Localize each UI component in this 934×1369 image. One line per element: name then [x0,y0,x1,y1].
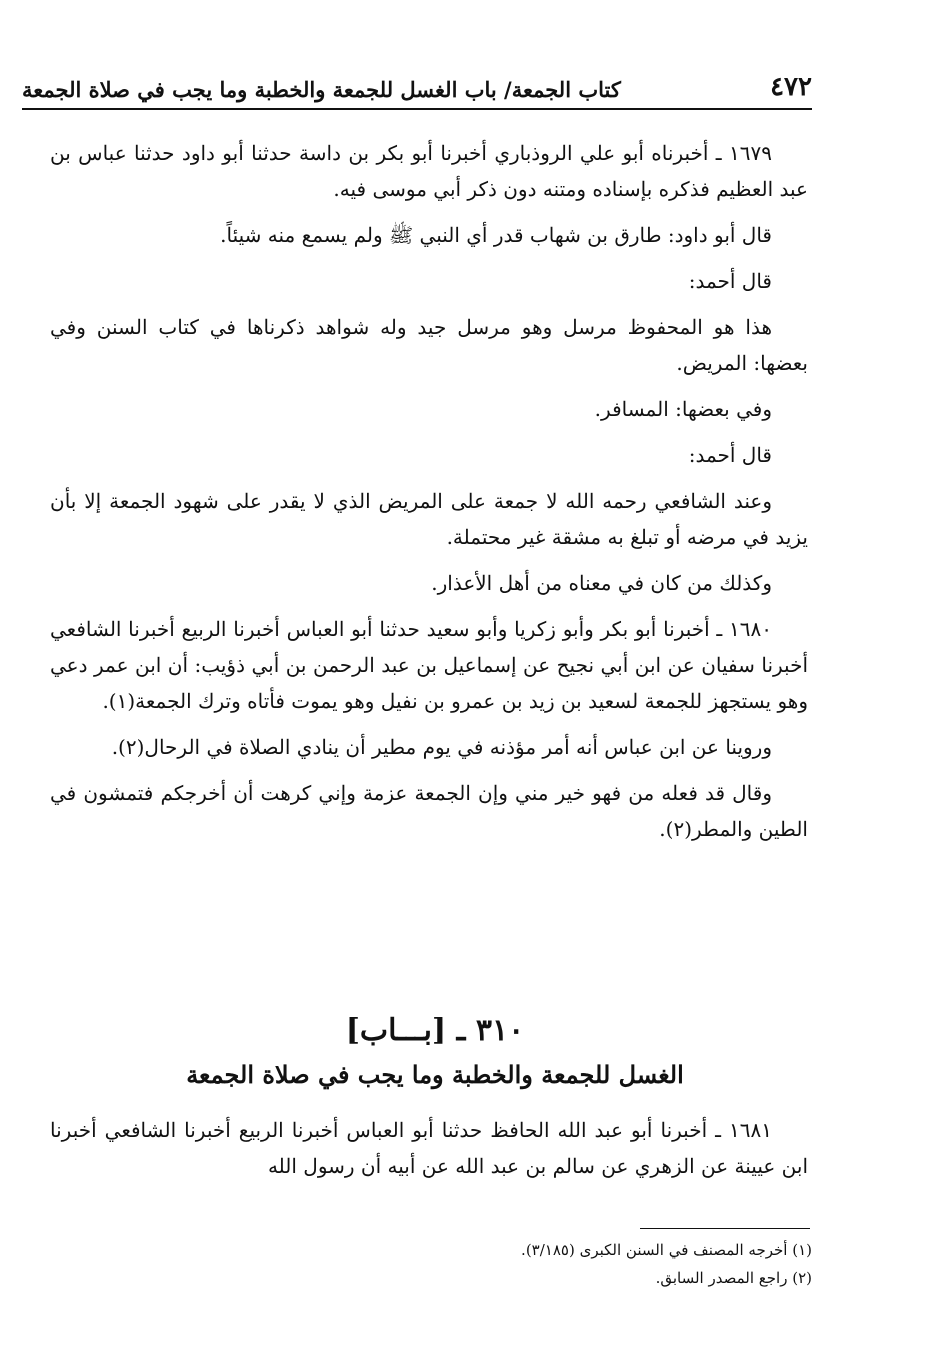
footnote-separator [640,1228,810,1229]
footnote-1: (١) أخرجه المصنف في السنن الكبرى (٣/١٨٥). [521,1241,812,1259]
chapter-heading [40,1008,830,1096]
paragraph-abu-dawud: قال أبو داود: طارق بن شهاب قدر أي النبي ﷺ ولم يسمع منه شيئاً. [220,223,772,247]
footnote-2: (٢) راجع المصدر السابق. [655,1269,812,1287]
hadith-1680: ١٦٨٠ ـ أخبرنا أبو بكر وأبو زكريا وأبو سعيد حدثنا أبو العباس أخبرنا الربيع أخبرنا الشافعي أخبرنا سفيان عن ابن أبي نجيح عن إسماعيل بن عبد الرحمن بن أبي ذؤيب: أن ابن عمر دعي وهو يستجهز للجمعة لسعيد بن زيد بن عمرو بن نفيل وهو يموت فأتاه وترك الجمعة(١). [50,617,808,713]
paragraph-mahfuz: هذا هو المحفوظ مرسل وهو مرسل جيد وله شواهد ذكرناها في كتاب السنن وفي بعضها: المريض. [50,315,808,375]
chapter-number: ٣١٠ ـ [بـــاب] [345,1013,525,1048]
running-title: كتاب الجمعة/ باب الغسل للجمعة والخطبة وما يجب في صلاة الجمعة [22,77,621,102]
paragraph-ibn-abbas: وروينا عن ابن عباس أنه أمر مؤذنه في يوم مطير أن ينادي الصلاة في الرحال(٢). [111,735,772,759]
chapter-title: الغسل للجمعة والخطبة وما يجب في صلاة الجمعة [186,1060,684,1089]
paragraph-shafii: وعند الشافعي رحمه الله لا جمعة على المريض الذي لا يقدر على شهود الجمعة إلا بأن يزيد في مرضه أو تبلغ به مشقة غير محتملة. [50,489,808,549]
page-number: ٤٧٢ [770,72,812,102]
paragraph-musafir: وفي بعضها: المسافر. [594,397,772,421]
hadith-1681: ١٦٨١ ـ أخبرنا أبو عبد الله الحافظ حدثنا أبو العباس أخبرنا الربيع أخبرنا الشافعي أخبرنا ابن عيينة عن الزهري عن سالم بن عبد الله عن أبيه أن رسول الله [50,1118,808,1178]
main-text [50,135,808,857]
main-text-2 [50,1112,808,1194]
hadith-1679: ١٦٧٩ ـ أخبرناه أبو علي الروذباري أخبرنا أبو بكر بن داسة حدثنا أبو داود حدثنا عباس بن عبد العظيم فذكره بإسناده ومتنه دون ذكر أبي موسى فيه. [50,141,808,201]
footnotes [300,1236,812,1292]
paragraph-qala-ahmad: قال أحمد: [688,269,772,293]
paragraph-tin-matar: وقال قد فعله من فهو خير مني وإن الجمعة عزمة وإني كرهت أن أخرجكم فتمشون في الطين والمطر(٢). [50,781,808,841]
paragraph-adhar: وكذلك من كان في معناه من أهل الأعذار. [431,571,772,595]
page-header [22,62,812,110]
paragraph-qala-ahmad-2: قال أحمد: [688,443,772,467]
